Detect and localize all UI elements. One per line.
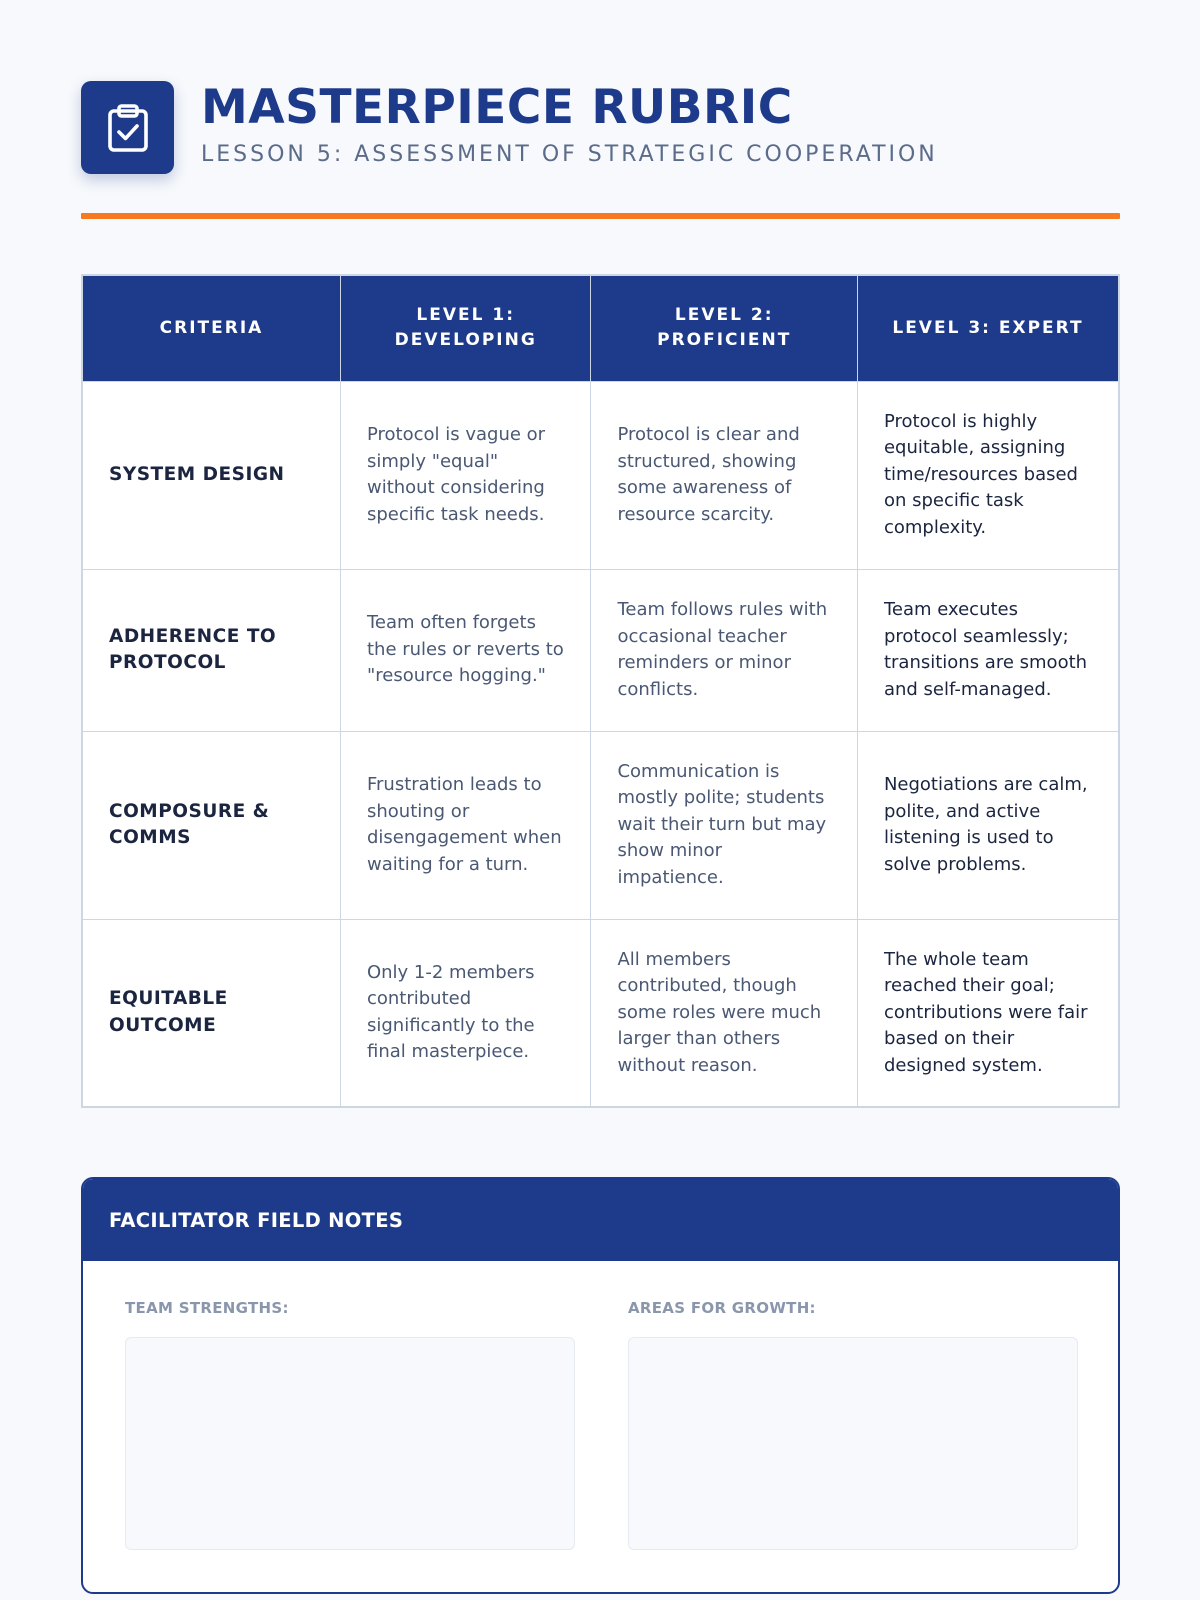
growth-section <box>628 1299 1078 1550</box>
strengths-label: TEAM STRENGTHS: <box>125 1299 289 1317</box>
strengths-section <box>125 1299 575 1550</box>
level-3-cell: Team executes protocol seamlessly; transitions are smooth and self-managed. <box>857 569 1119 731</box>
level-1-cell: Protocol is vague or simply "equal" without considering specific task needs. <box>340 381 590 569</box>
field-notes-title: FACILITATOR FIELD NOTES <box>83 1179 1118 1261</box>
table-row <box>82 731 1119 919</box>
header-level-3: LEVEL 3: EXPERT <box>857 275 1119 381</box>
rubric-header-row <box>82 275 1119 381</box>
table-row <box>82 569 1119 731</box>
growth-field[interactable] <box>628 1337 1078 1550</box>
logo-badge <box>81 81 174 174</box>
level-1-cell: Only 1-2 members contributed significantly to the final masterpiece. <box>340 919 590 1107</box>
level-2-cell: Team follows rules with occasional teacher reminders or minor conflicts. <box>591 569 858 731</box>
header-level-1: LEVEL 1: DEVELOPING <box>340 275 590 381</box>
accent-divider <box>81 213 1120 219</box>
growth-label: AREAS FOR GROWTH: <box>628 1299 816 1317</box>
criteria-cell: EQUITABLE OUTCOME <box>82 919 340 1107</box>
level-2-cell: Communication is mostly polite; students wait their turn but may show minor impatience. <box>591 731 858 919</box>
level-1-cell: Frustration leads to shouting or disengagement when waiting for a turn. <box>340 731 590 919</box>
table-row <box>82 381 1119 569</box>
criteria-cell: ADHERENCE TO PROTOCOL <box>82 569 340 731</box>
clipboard-check-icon <box>106 103 150 153</box>
level-3-cell: The whole team reached their goal; contributions were fair based on their designed system. <box>857 919 1119 1107</box>
criteria-cell: COMPOSURE & COMMS <box>82 731 340 919</box>
header-level-2: LEVEL 2: PROFICIENT <box>591 275 858 381</box>
header-criteria: CRITERIA <box>82 275 340 381</box>
level-3-cell: Protocol is highly equitable, assigning time/resources based on specific task complexity. <box>857 381 1119 569</box>
table-row <box>82 919 1119 1107</box>
level-3-cell: Negotiations are calm, polite, and active listening is used to solve problems. <box>857 731 1119 919</box>
rubric-table <box>81 274 1120 1108</box>
criteria-cell: SYSTEM DESIGN <box>82 381 340 569</box>
level-1-cell: Team often forgets the rules or reverts to "resource hogging." <box>340 569 590 731</box>
page-title: MASTERPIECE RUBRIC <box>201 80 793 135</box>
field-notes-panel <box>81 1177 1120 1594</box>
level-2-cell: Protocol is clear and structured, showing some awareness of resource scarcity. <box>591 381 858 569</box>
page-header <box>81 81 1120 175</box>
strengths-field[interactable] <box>125 1337 575 1550</box>
level-2-cell: All members contributed, though some roles were much larger than others without reason. <box>591 919 858 1107</box>
page-subtitle: LESSON 5: ASSESSMENT OF STRATEGIC COOPERATION <box>201 142 938 167</box>
